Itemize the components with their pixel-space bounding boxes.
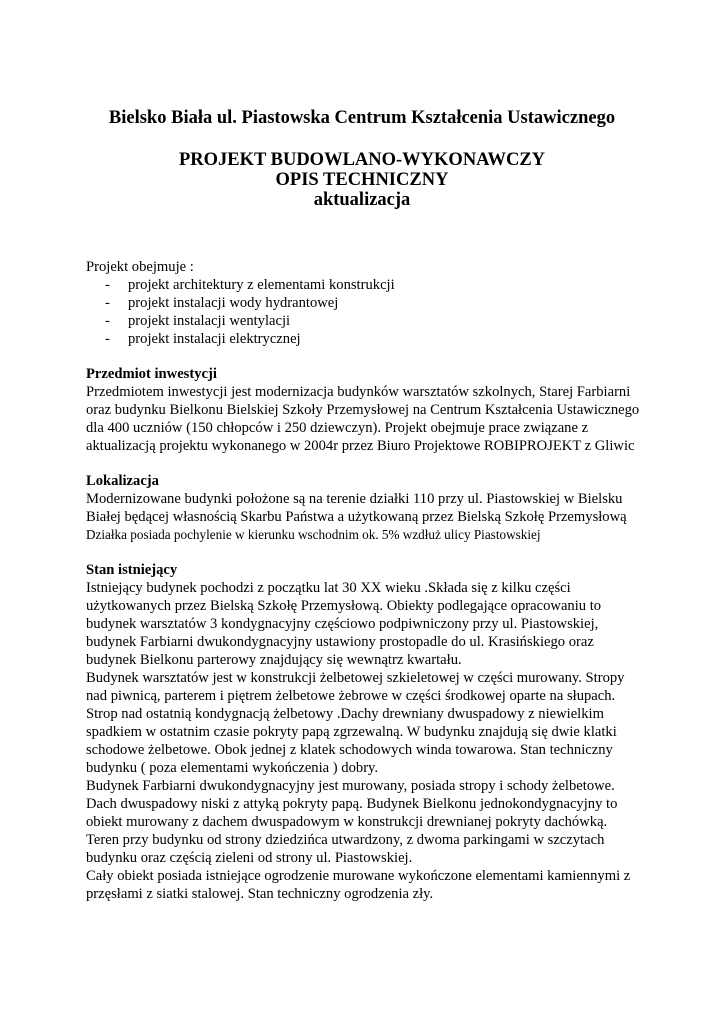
text-line: Istniejący budynek pochodzi z początku lat 30 XX wieku .Składa się z kilku części <box>86 580 571 596</box>
text-line: Modernizowane budynki położone są na terenie działki 110 przy ul. Piastowskiej w Bielsku <box>86 491 623 507</box>
text-line: oraz budynku Bielkonu Bielskiej Szkoły Przemysłowej na Centrum Kształcenia Ustawicznego <box>86 402 640 418</box>
scope-list <box>86 276 686 348</box>
bullet-dash: - <box>105 295 110 311</box>
text-line-note: Działka posiada pochylenie w kierunku wschodnim ok. 5% wzdłuż ulicy Piastowskiej <box>86 527 541 542</box>
text-line: Budynek Farbiarni dwukondygnacyjny jest murowany, posiada stropy i schody żelbetowe. <box>86 778 615 794</box>
text-line: obiekt murowany z dachem dwuspadowym w konstrukcji drewnianej pokryty dachówką. <box>86 814 608 830</box>
text-line: budynku ( poza elementami wykończenia ) dobry. <box>86 760 379 776</box>
section-heading: Stan istniejący <box>86 562 178 578</box>
text-line: spadkiem w ostatnim czasie pokryty papą zgrzewalną. W budynku znajdują się dwie klatki <box>86 724 617 740</box>
text-line: budynku oraz częścią zieleni od strony ul. Piastowskiej. <box>86 850 413 866</box>
section-heading: Lokalizacja <box>86 473 159 489</box>
text-line: nad piwnicą, parterem i piętrem żelbetowe żebrowe w części środkowej oparte na słupach. <box>86 688 616 704</box>
scope-item: - projekt architektury z elementami konstrukcji <box>105 277 395 293</box>
text-line: schodowe żelbetowe. Obok jednej z klatek schodowych winda towarowa. Stan techniczny <box>86 742 613 758</box>
scope-intro: Projekt obejmuje : <box>86 259 194 275</box>
text-line: przęsłami z siatki stalowej. Stan techniczny ogrodzenia zły. <box>86 886 434 902</box>
text-line: Strop nad ostatnią kondygnacją żelbetowy .Dachy drewniany dwuspadowy z niewielkim <box>86 706 604 722</box>
scope-item: - projekt instalacji elektrycznej <box>105 331 301 347</box>
section-location <box>86 472 686 544</box>
text-line: Białej będącej własnością Skarbu Państwa a użytkowaną przez Bielską Szkołę Przemysłową <box>86 509 627 525</box>
bullet-dash: - <box>105 313 110 329</box>
text-line: Cały obiekt posiada istniejące ogrodzenie murowane wykończone elementami kamiennymi z <box>86 868 631 884</box>
text-line: Budynek warsztatów jest w konstrukcji żelbetowej szkieletowej w części murowany. Stropy <box>86 670 625 686</box>
section-investment <box>86 365 686 455</box>
bullet-dash: - <box>105 331 110 347</box>
document-subtitle: OPIS TECHNICZNY <box>275 170 449 190</box>
text-line: aktualizacją projektu wykonanego w 2004r przez Biuro Projektowe ROBIPROJEKT z Gliwic <box>86 438 635 454</box>
text-line: użytkowanych przez Bielską Szkołę Przemysłową. Obiekty podlegające opracowaniu to <box>86 598 602 614</box>
text-line: Teren przy budynku od strony dziedzińca utwardzony, z dwoma parkingami w szczytach <box>86 832 605 848</box>
document-title-block <box>0 150 724 210</box>
text-line: dla 400 uczniów (150 chłopców i 250 dziewczyn). Projekt obejmuje prace związane z <box>86 420 589 436</box>
section-heading: Przedmiot inwestycji <box>86 366 217 382</box>
document-body <box>86 258 686 903</box>
text-line: Dach dwuspadowy niski z attyką pokryty papą. Budynek Bielkonu jednokondygnacyjny to <box>86 796 618 812</box>
scope-item: - projekt instalacji wody hydrantowej <box>105 295 339 311</box>
institution-title: Bielsko Biała ul. Piastowska Centrum Kształcenia Ustawicznego <box>108 108 616 128</box>
scope-item: - projekt instalacji wentylacji <box>105 313 291 329</box>
text-line: budynek Farbiarni dwukondygnacyjny ustawiony prostopadle do ul. Krasińskiego oraz <box>86 634 594 650</box>
text-line: Przedmiotem inwestycji jest modernizacja budynków warsztatów szkolnych, Starej Farbiarni <box>86 384 631 400</box>
document-type: PROJEKT BUDOWLANO-WYKONAWCZY <box>178 150 546 170</box>
document-note: aktualizacja <box>313 190 411 210</box>
text-line: budynek warsztatów 3 kondygnacyjny częściowo podpiwniczony przy ul. Piastowskiej, <box>86 616 599 632</box>
bullet-dash: - <box>105 277 110 293</box>
text-line: budynek Bielkonu parterowy znajdujący się wewnątrz kwartału. <box>86 652 462 668</box>
section-existing-state <box>86 561 686 903</box>
